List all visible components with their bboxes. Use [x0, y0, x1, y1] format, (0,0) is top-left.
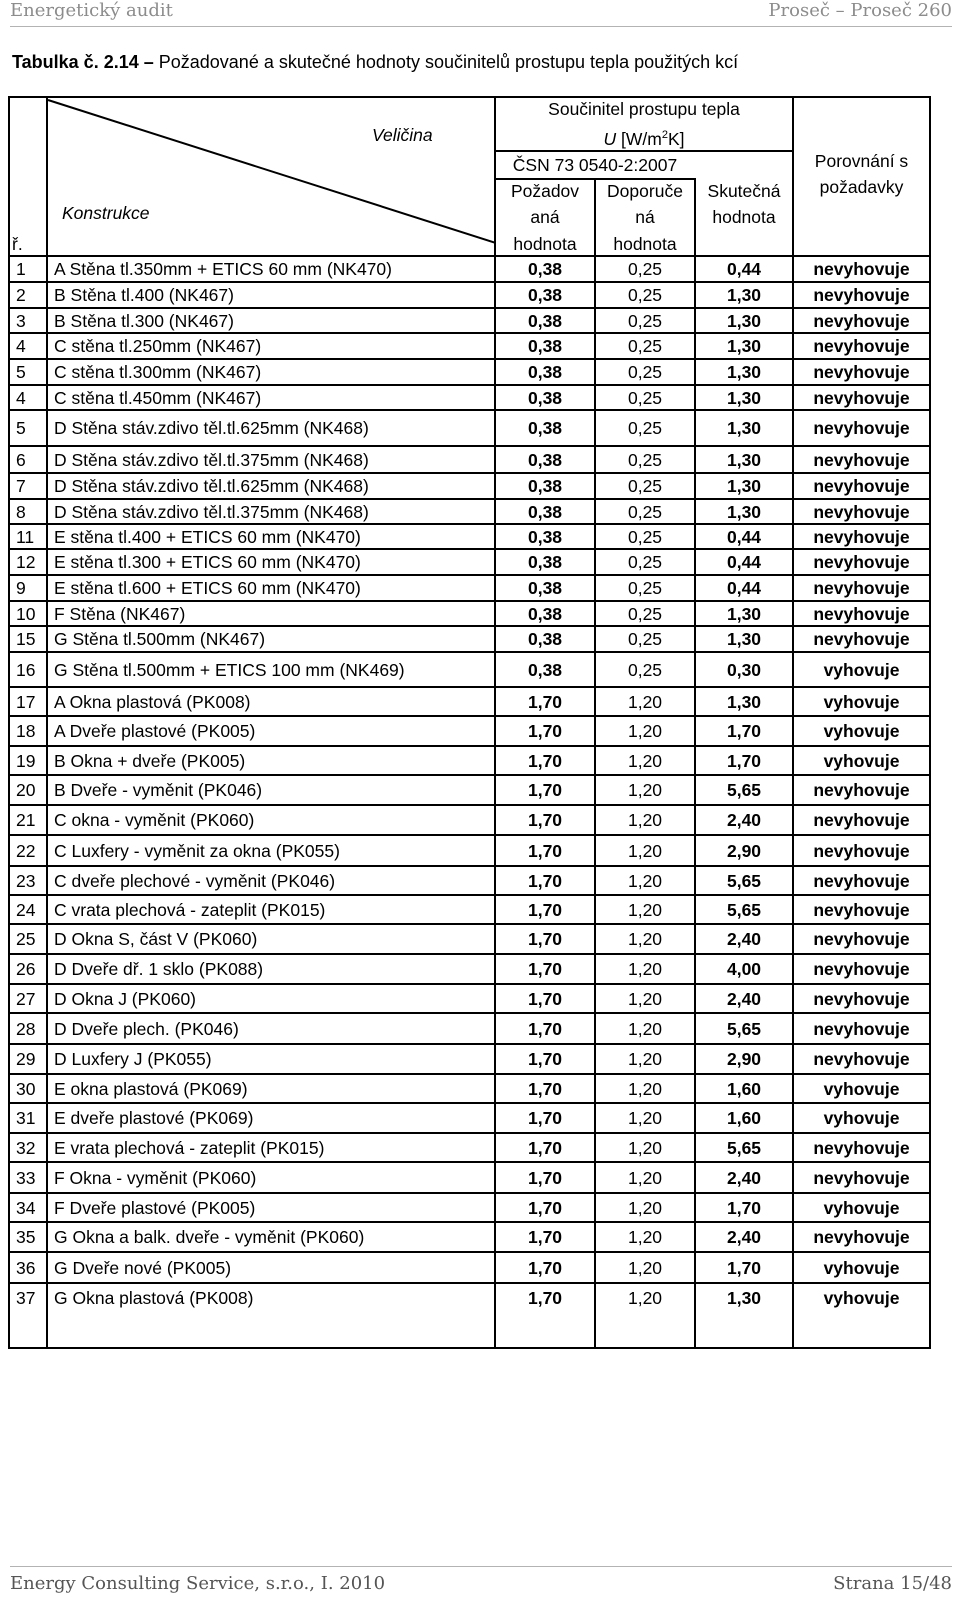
row-recommended-value: 1,20 [627, 959, 663, 979]
row-actual-value: 5,65 [726, 1137, 762, 1158]
table-row [10, 386, 929, 410]
table-row [10, 955, 929, 984]
row-recommended-value: 1,20 [627, 899, 663, 920]
row-number: 5 [16, 418, 26, 438]
row-number: 15 [16, 629, 36, 649]
row-comparison: nevyhovuje [813, 501, 910, 522]
table-row [10, 1253, 929, 1283]
row-recommended-value: 1,20 [627, 1287, 663, 1308]
table-row [10, 500, 929, 524]
row-actual-value: 1,30 [726, 285, 762, 305]
header-coefficient-title: Součinitel prostupu tepla [548, 99, 740, 119]
row-required-value: 0,38 [527, 449, 563, 470]
row-recommended-value: 1,20 [627, 691, 663, 712]
row-number: 12 [16, 552, 36, 572]
table-row [10, 1194, 929, 1222]
row-comparison: nevyhovuje [813, 780, 910, 800]
row-construction: D Okna S, část V (PK060) [54, 929, 258, 949]
header-porovnani-2: požadavky [819, 177, 904, 197]
row-construction: F Okna - vyměnit (PK060) [54, 1167, 257, 1188]
row-required-value: 1,70 [527, 780, 563, 800]
row-recommended-value: 0,25 [627, 552, 663, 572]
table-row [10, 550, 929, 575]
row-comparison: nevyhovuje [813, 578, 910, 598]
row-actual-value: 0,44 [726, 526, 762, 547]
header-cislo: ř. [12, 234, 23, 254]
row-comparison: nevyhovuje [813, 988, 910, 1009]
header-skutecna-2: hodnota [712, 207, 776, 227]
table-row [10, 896, 929, 924]
table-row [10, 806, 929, 835]
table-row [10, 836, 929, 866]
table-row [10, 776, 929, 805]
table-row [10, 1075, 929, 1103]
row-number: 6 [16, 449, 26, 470]
row-recommended-value: 0,25 [627, 603, 663, 624]
row-recommended-value: 0,25 [627, 578, 663, 598]
row-construction: C vrata plechová - zateplit (PK015) [54, 899, 326, 920]
row-construction: B Stěna tl.400 (NK467) [54, 285, 234, 305]
row-number: 16 [16, 659, 36, 680]
row-number: 25 [16, 929, 36, 949]
row-recommended-value: 0,25 [627, 336, 663, 356]
row-number: 30 [16, 1078, 36, 1099]
row-required-value: 0,38 [527, 501, 563, 522]
row-number: 3 [16, 310, 26, 331]
row-number: 27 [16, 988, 36, 1009]
row-construction: G Dveře nové (PK005) [54, 1257, 232, 1278]
header-porovnani-1: Porovnání s [814, 151, 909, 171]
row-recommended-value: 0,25 [627, 476, 663, 496]
row-number: 4 [16, 387, 26, 408]
row-number: 4 [16, 336, 26, 356]
row-comparison: nevyhovuje [813, 526, 910, 547]
row-construction: E stěna tl.300 + ETICS 60 mm (NK470) [54, 552, 361, 572]
table-row [10, 1163, 929, 1193]
row-comparison: nevyhovuje [813, 552, 910, 572]
row-actual-value: 2,90 [726, 1049, 762, 1069]
table-row [10, 576, 929, 601]
row-actual-value: 1,30 [726, 1287, 762, 1308]
header-doporucena-1: Doporuče [607, 181, 683, 201]
row-recommended-value: 1,20 [627, 750, 663, 771]
row-construction: G Stěna tl.500mm (NK467) [54, 629, 266, 649]
row-comparison: nevyhovuje [813, 1018, 910, 1039]
row-required-value: 1,70 [527, 721, 563, 741]
row-comparison: nevyhovuje [813, 285, 910, 305]
page-header [10, 0, 952, 27]
row-recommended-value: 1,20 [627, 721, 663, 741]
row-construction: G Okna plastová (PK008) [54, 1287, 254, 1308]
row-comparison: nevyhovuje [813, 870, 910, 891]
row-number: 34 [16, 1197, 36, 1218]
caption-label: Tabulka č. 2.14 [12, 52, 139, 72]
row-actual-value: 2,40 [726, 929, 762, 949]
row-recommended-value: 0,25 [627, 526, 663, 547]
header-konstrukce: Konstrukce [62, 203, 150, 223]
row-comparison: vyhovuje [823, 1197, 900, 1218]
row-required-value: 1,70 [527, 1018, 563, 1039]
table-row [10, 411, 929, 446]
row-number: 19 [16, 750, 36, 771]
row-recommended-value: 0,25 [627, 418, 663, 438]
row-required-value: 0,38 [527, 387, 563, 408]
row-recommended-value: 1,20 [627, 1108, 663, 1128]
table-row [10, 925, 929, 954]
row-actual-value: 1,70 [726, 750, 762, 771]
table-row [10, 602, 929, 626]
row-construction: E vrata plechová - zateplit (PK015) [54, 1137, 325, 1158]
table-row [10, 360, 929, 385]
row-comparison: nevyhovuje [813, 259, 910, 279]
row-comparison: nevyhovuje [813, 899, 910, 920]
row-actual-value: 1,30 [726, 310, 762, 331]
header-skutecna-1: Skutečná [707, 181, 781, 201]
row-required-value: 1,70 [527, 870, 563, 891]
caption-dash: – [138, 52, 159, 72]
row-comparison: nevyhovuje [813, 603, 910, 624]
row-actual-value: 5,65 [726, 870, 762, 891]
row-comparison: nevyhovuje [813, 1227, 910, 1247]
table-caption [12, 52, 738, 73]
row-construction: C okna - vyměnit (PK060) [54, 810, 255, 830]
row-comparison: nevyhovuje [813, 810, 910, 830]
row-construction: E stěna tl.600 + ETICS 60 mm (NK470) [54, 578, 361, 598]
row-required-value: 1,70 [527, 840, 563, 861]
row-recommended-value: 1,20 [627, 1018, 663, 1039]
row-construction: D Stěna stáv.zdivo těl.tl.625mm (NK468) [54, 476, 369, 496]
row-actual-value: 5,65 [726, 780, 762, 800]
row-number: 36 [16, 1257, 36, 1278]
row-actual-value: 0,44 [726, 259, 762, 279]
row-required-value: 1,70 [527, 959, 563, 979]
header-doporucena-2: ná [635, 207, 655, 227]
row-actual-value: 5,65 [726, 899, 762, 920]
row-comparison: nevyhovuje [813, 310, 910, 331]
row-recommended-value: 1,20 [627, 1137, 663, 1158]
row-actual-value: 2,40 [726, 810, 762, 830]
row-construction: D Okna J (PK060) [54, 988, 196, 1009]
row-number: 1 [16, 259, 26, 279]
row-required-value: 1,70 [527, 1049, 563, 1069]
row-number: 7 [16, 476, 26, 496]
row-number: 29 [16, 1049, 36, 1069]
table-row [10, 309, 929, 333]
table-row [10, 747, 929, 775]
row-required-value: 1,70 [527, 1257, 563, 1278]
row-actual-value: 0,30 [726, 659, 762, 680]
row-comparison: nevyhovuje [813, 449, 910, 470]
row-actual-value: 4,00 [726, 959, 762, 979]
row-comparison: vyhovuje [823, 1078, 900, 1099]
row-actual-value: 0,44 [726, 578, 762, 598]
row-recommended-value: 0,25 [627, 449, 663, 470]
row-actual-value: 1,70 [726, 1257, 762, 1278]
row-actual-value: 0,44 [726, 552, 762, 572]
row-actual-value: 5,65 [726, 1018, 762, 1039]
row-required-value: 0,38 [527, 362, 563, 382]
header-pozadovana-2: aná [530, 207, 560, 227]
table-row [10, 1223, 929, 1252]
row-construction: D Dveře plech. (PK046) [54, 1018, 239, 1039]
row-recommended-value: 0,25 [627, 259, 663, 279]
row-recommended-value: 1,20 [627, 1197, 663, 1218]
row-construction: C stěna tl.250mm (NK467) [54, 336, 262, 356]
table-row [10, 1284, 929, 1312]
row-number: 5 [16, 362, 26, 382]
header-velicina: Veličina [372, 125, 433, 145]
row-required-value: 1,70 [527, 1108, 563, 1128]
table-row [10, 447, 929, 473]
row-construction: A Dveře plastové (PK005) [54, 721, 256, 741]
header-pozadovana-1: Požadov [510, 181, 580, 201]
page-footer [10, 1566, 952, 1597]
row-actual-value: 1,30 [726, 501, 762, 522]
table-row [10, 867, 929, 895]
row-construction: B Okna + dveře (PK005) [54, 750, 246, 771]
table-row [10, 334, 929, 359]
row-construction: D Stěna stáv.zdivo těl.tl.375mm (NK468) [54, 501, 369, 522]
row-required-value: 0,38 [527, 310, 563, 331]
row-actual-value: 1,30 [726, 476, 762, 496]
row-construction: F Dveře plastové (PK005) [54, 1197, 256, 1218]
row-comparison: vyhovuje [823, 721, 900, 741]
row-construction: E okna plastová (PK069) [54, 1078, 248, 1099]
row-number: 8 [16, 501, 26, 522]
row-number: 33 [16, 1167, 36, 1188]
row-comparison: nevyhovuje [813, 629, 910, 649]
row-recommended-value: 0,25 [627, 362, 663, 382]
row-recommended-value: 1,20 [627, 1078, 663, 1099]
row-number: 18 [16, 721, 36, 741]
row-construction: C Luxfery - vyměnit za okna (PK055) [54, 840, 340, 861]
row-actual-value: 1,60 [726, 1108, 762, 1128]
row-number: 9 [16, 578, 26, 598]
row-actual-value: 2,90 [726, 840, 762, 861]
row-construction: E dveře plastové (PK069) [54, 1108, 254, 1128]
row-construction: A Okna plastová (PK008) [54, 691, 251, 712]
row-construction: D Luxfery J (PK055) [54, 1049, 212, 1069]
row-recommended-value: 0,25 [627, 310, 663, 331]
u-values-table [8, 96, 931, 1349]
row-actual-value: 2,40 [726, 1167, 762, 1188]
row-actual-value: 1,30 [726, 603, 762, 624]
row-number: 26 [16, 959, 36, 979]
row-recommended-value: 1,20 [627, 840, 663, 861]
table-row [10, 1134, 929, 1162]
row-required-value: 1,70 [527, 1227, 563, 1247]
row-actual-value: 2,40 [726, 988, 762, 1009]
row-required-value: 1,70 [527, 1197, 563, 1218]
row-recommended-value: 1,20 [627, 1049, 663, 1069]
row-recommended-value: 1,20 [627, 870, 663, 891]
table-row [10, 985, 929, 1013]
row-comparison: nevyhovuje [813, 840, 910, 861]
row-required-value: 1,70 [527, 1078, 563, 1099]
row-construction: G Okna a balk. dveře - vyměnit (PK060) [54, 1227, 365, 1247]
row-construction: C stěna tl.450mm (NK467) [54, 387, 262, 408]
row-recommended-value: 1,20 [627, 1167, 663, 1188]
row-comparison: vyhovuje [823, 1108, 900, 1128]
caption-text: Požadované a skutečné hodnoty součinitelů prostupu tepla použitých kcí [158, 52, 739, 72]
footer-page-number: Strana 15/48 [833, 1573, 952, 1594]
row-recommended-value: 1,20 [627, 929, 663, 949]
row-recommended-value: 0,25 [627, 285, 663, 305]
row-number: 24 [16, 899, 36, 920]
row-recommended-value: 1,20 [627, 810, 663, 830]
row-number: 22 [16, 840, 36, 861]
table-row [10, 1104, 929, 1133]
row-number: 23 [16, 870, 36, 891]
row-number: 11 [16, 526, 35, 547]
row-comparison: nevyhovuje [813, 1049, 910, 1069]
row-required-value: 1,70 [527, 1137, 563, 1158]
table-row [10, 474, 929, 499]
row-construction: D Dveře dř. 1 sklo (PK088) [54, 959, 264, 979]
row-actual-value: 1,70 [726, 721, 762, 741]
row-required-value: 1,70 [527, 810, 563, 830]
row-actual-value: 1,70 [726, 1197, 762, 1218]
row-actual-value: 1,30 [726, 336, 762, 356]
header-doporucena-3: hodnota [613, 234, 677, 254]
row-construction: D Stěna stáv.zdivo těl.tl.625mm (NK468) [54, 418, 369, 438]
row-number: 37 [16, 1287, 36, 1308]
row-comparison: vyhovuje [823, 750, 900, 771]
row-comparison: nevyhovuje [813, 959, 910, 979]
row-construction: C stěna tl.300mm (NK467) [54, 362, 262, 382]
table-row [10, 627, 929, 652]
row-comparison: nevyhovuje [813, 418, 910, 438]
row-construction: D Stěna stáv.zdivo těl.tl.375mm (NK468) [54, 449, 369, 470]
row-required-value: 0,38 [527, 659, 563, 680]
table-row [10, 653, 929, 687]
header-norm: ČSN 73 0540-2:2007 [512, 155, 678, 175]
row-required-value: 0,38 [527, 629, 563, 649]
table-row [10, 1045, 929, 1074]
row-required-value: 0,38 [527, 526, 563, 547]
row-actual-value: 1,30 [726, 418, 762, 438]
row-comparison: nevyhovuje [813, 1137, 910, 1158]
row-required-value: 0,38 [527, 336, 563, 356]
header-location: Proseč – Proseč 260 [768, 0, 952, 21]
table-row [10, 1014, 929, 1044]
table-row [10, 525, 929, 549]
row-number: 35 [16, 1227, 36, 1247]
row-comparison: nevyhovuje [813, 476, 910, 496]
header-pozadovana-3: hodnota [513, 234, 577, 254]
row-required-value: 0,38 [527, 418, 563, 438]
table-row [10, 717, 929, 746]
table-row [10, 688, 929, 716]
row-required-value: 1,70 [527, 899, 563, 920]
row-required-value: 0,38 [527, 259, 563, 279]
row-required-value: 0,38 [527, 476, 563, 496]
row-construction: A Stěna tl.350mm + ETICS 60 mm (NK470) [54, 259, 392, 279]
row-required-value: 1,70 [527, 750, 563, 771]
row-required-value: 1,70 [527, 988, 563, 1009]
row-actual-value: 1,30 [726, 691, 762, 712]
row-number: 21 [16, 810, 36, 830]
row-comparison: nevyhovuje [813, 1167, 910, 1188]
row-actual-value: 1,30 [726, 449, 762, 470]
row-recommended-value: 0,25 [627, 387, 663, 408]
row-construction: B Stěna tl.300 (NK467) [54, 310, 234, 331]
row-number: 31 [16, 1108, 36, 1128]
row-comparison: vyhovuje [823, 1257, 900, 1278]
row-construction: G Stěna tl.500mm + ETICS 100 mm (NK469) [54, 659, 405, 680]
row-recommended-value: 0,25 [627, 629, 663, 649]
row-comparison: vyhovuje [823, 691, 900, 712]
row-actual-value: 1,60 [726, 1078, 762, 1099]
row-actual-value: 1,30 [726, 629, 762, 649]
row-recommended-value: 1,20 [627, 988, 663, 1009]
row-actual-value: 1,30 [726, 387, 762, 408]
row-number: 28 [16, 1018, 36, 1039]
row-construction: B Dveře - vyměnit (PK046) [54, 780, 263, 800]
row-number: 20 [16, 780, 36, 800]
row-recommended-value: 0,25 [627, 501, 663, 522]
footer-company: Energy Consulting Service, s.r.o., I. 2010 [10, 1573, 386, 1594]
row-required-value: 0,38 [527, 578, 563, 598]
row-recommended-value: 1,20 [627, 1227, 663, 1247]
row-comparison: vyhovuje [823, 1287, 900, 1308]
row-comparison: nevyhovuje [813, 387, 910, 408]
row-comparison: vyhovuje [823, 659, 900, 680]
row-comparison: nevyhovuje [813, 362, 910, 382]
row-construction: E stěna tl.400 + ETICS 60 mm (NK470) [54, 526, 361, 547]
row-number: 10 [16, 603, 36, 624]
row-required-value: 0,38 [527, 603, 563, 624]
row-construction: F Stěna (NK467) [54, 603, 186, 624]
row-required-value: 1,70 [527, 929, 563, 949]
row-required-value: 1,70 [527, 1287, 563, 1308]
row-required-value: 1,70 [527, 1167, 563, 1188]
row-number: 32 [16, 1137, 36, 1158]
row-recommended-value: 1,20 [627, 780, 663, 800]
row-recommended-value: 1,20 [627, 1257, 663, 1278]
row-recommended-value: 0,25 [627, 659, 663, 680]
table-row [10, 257, 929, 282]
header-title: Energetický audit [10, 0, 173, 21]
header-unit: U $[W/m^2K]$ [603, 128, 685, 149]
row-comparison: nevyhovuje [813, 336, 910, 356]
row-required-value: 0,38 [527, 285, 563, 305]
row-number: 2 [16, 285, 26, 305]
row-required-value: 1,70 [527, 691, 563, 712]
row-comparison: nevyhovuje [813, 929, 910, 949]
row-number: 17 [16, 691, 36, 712]
row-construction: C dveře plechové - vyměnit (PK046) [54, 870, 336, 891]
table-row [10, 283, 929, 308]
row-actual-value: 1,30 [726, 362, 762, 382]
row-actual-value: 2,40 [726, 1227, 762, 1247]
row-required-value: 0,38 [527, 552, 563, 572]
